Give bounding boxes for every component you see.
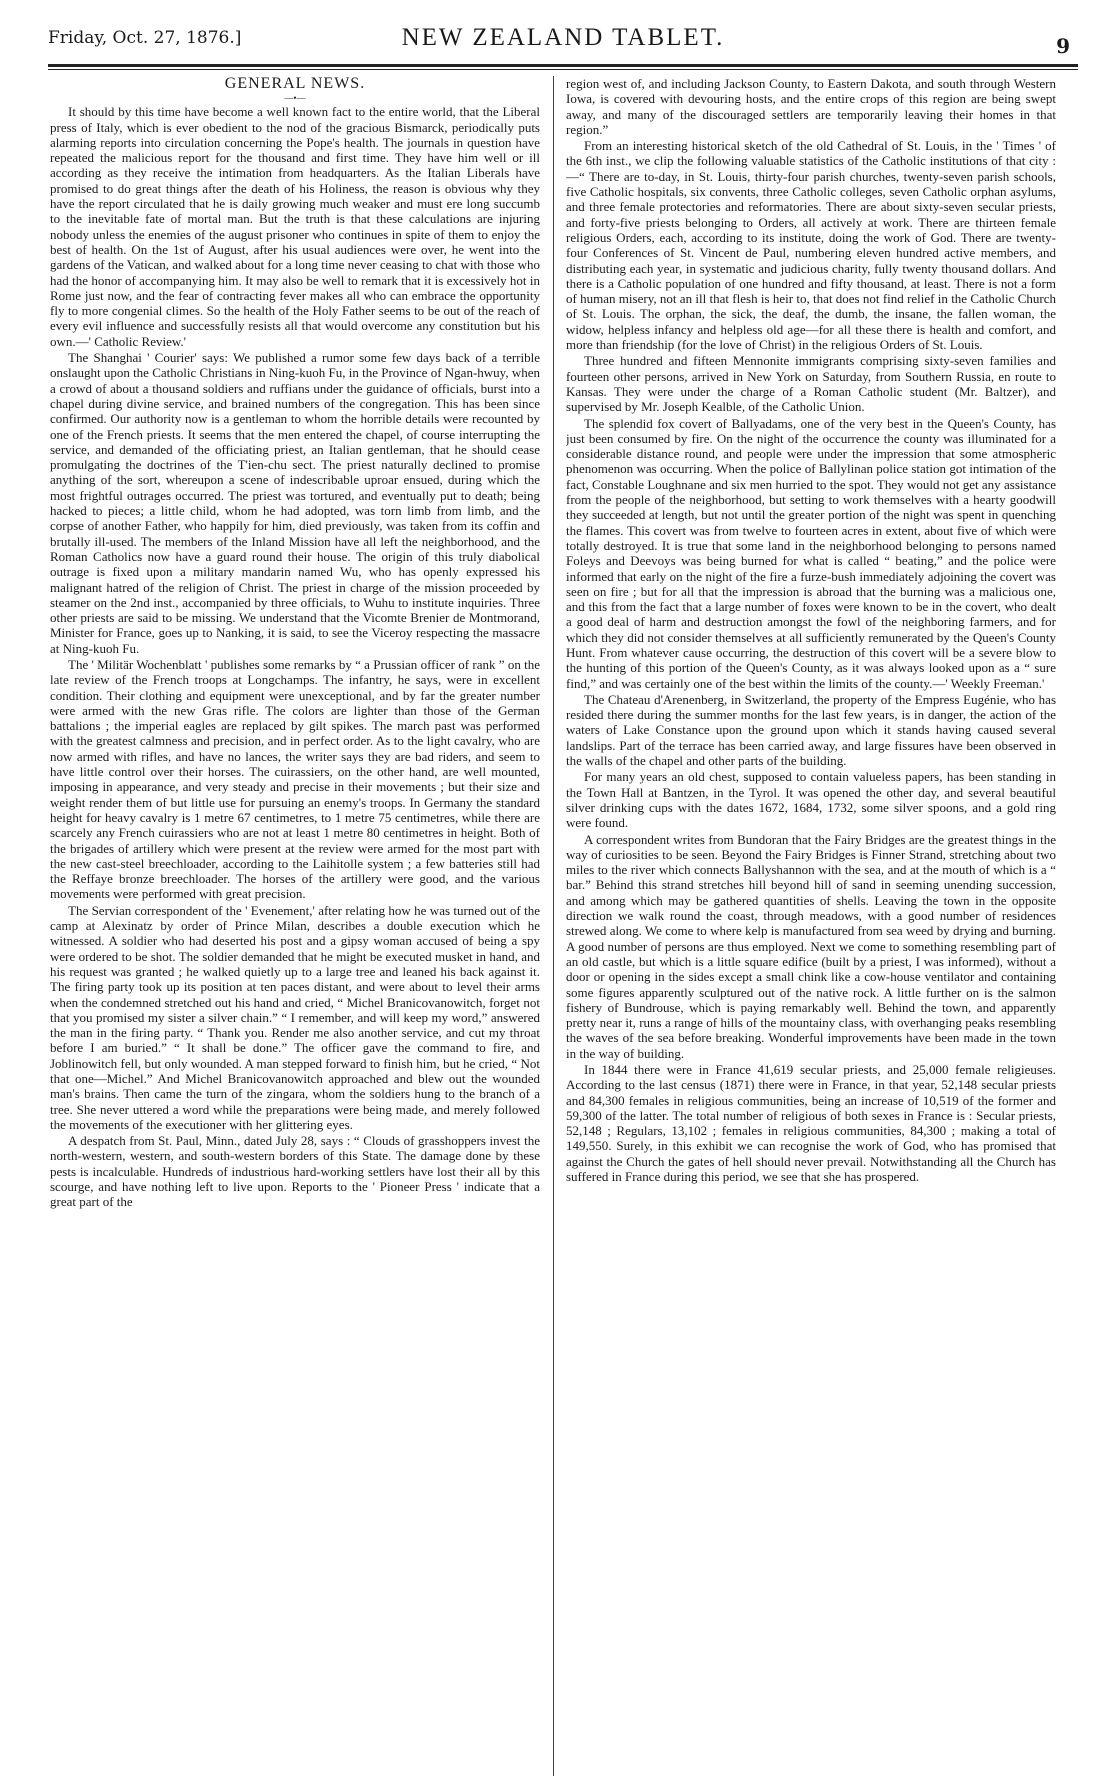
article-ballyadams-fire: The splendid fox covert of Ballyadams, one of the very best in the Queen's County, has just been consumed by fire. On the night of the occurrence the county was illuminated for a considerable distance round, and people were under the impression that some atmospheric phenomenon was occurring. When the police of Ballylinan police station got intimation of the fact, Constable Loughnane and six men hurried to the spot. They would not get any assistance from the people of the neighborhood, but setting to work themselves with a hearty goodwill they succeeded at length, but not until the greater portion of the night was spent in quenching the flames. This covert was from twelve to fourteen acres in extent, about five of which were totally destroyed. It is true that some land in the neighborhood belonging to persons named Foleys and Deevoys was being burned for what is called “ beating,” and the police were informed that early on the night of the fire a furze-bush immediately adjoining the covert was seen on fire ; but for all that the impression is abroad that the burning was a malicious one, and this from the fact that a large number of foxes were known to be in the covert, who dealt a good deal of harm and destruction amongst the fowl of the neighboring farmers, and for which they did not consider themselves at all sufficiently remunerated by the Queen's County Hunt. From whatever cause occurring, the destruction of this covert will be a severe blow to the hunting of this portion of the Queen's County, as it was always looked upon as a “ sure find,” and was certainly one of the best within the limits of the county.—' Weekly Freeman.' <box>566 415 1056 691</box>
masthead-rule-thin <box>48 69 1078 70</box>
article-shanghai-courier: The Shanghai ' Courier' says: We published a rumor some few days back of a terrible onslaught upon the Catholic Christians in Ning-kuoh Fu, in the Province of Ngan-hwuy, when a crowd of about a thousand soldiers and ruffians under the guidance of officials, burst into a chapel during divine service, and brained numbers of the congregation. This has been since confirmed. Our authority now is a gentleman to whom the horrible details were recounted by one of the French priests. It seems that the men entered the chapel, of course interrupting the service, and demanded of the officiating priest, an Italian gentleman, that he should cease promulgating the doctrines of the T'ien-chu sect. The priest naturally declined to promise anything of the sort, whereupon a scene of indescribable uproar ensued, during which the most frightful outrages occurred. The priest was tortured, and eventually put to death; being hacked to pieces; a little child, whom he had adopted, was torn limb from limb, and the corpse of another Father, who happily for him, died previously, was taken from its coffin and brutally ill-used. The members of the Inland Mission have all left the neighborhood, and the Roman Catholics now have a guard round their house. The origin of this truly diabolical outrage is fixed upon a military mandarin named Wu, who has openly expressed his malignant hatred of the religion of Christ. The priest in charge of the mission proceeded by steamer on the 2nd inst., accompanied by three officials, to Wuhu to institute inquiries. Three other priests are said to be missing. We understand that the Vicomte Brenier de Montmorand, Minister for France, goes up to Nanking, it is said, to see the Viceroy respecting the massacre at Ning-kuoh Fu. <box>50 350 540 656</box>
article-bundoran: A correspondent writes from Bundoran that the Fairy Bridges are the greatest things in the way of curiosities to be seen. Beyond the Fairy Bridges is Finner Strand, stretching about two miles to the river which connects Ballyshannon with the sea, and at the mouth of which is a “ bar.” Behind this strand stretches hill beyond hill of sand in seeming unending succession, and among which may be gathered quantities of shells. Leaving the town in the opposite direction we walk round the coast, through meadows, with a good number of residences strewed along. We come to where kelp is manufactured from sea weed by drying and burning. A good number of persons are thus employed. Next we come to something resembling part of an old castle, but which is a little square edifice (built by a priest, I was informed), without a door or opening in the sides except a small chink like a cow-house ventilator and containing some figures apparently sculptured out of the native rock. A little further on is the salmon fishery of Bundrouse, which is paying remarkably well. Behind the town, and apparently pretty near it, runs a range of hills of the mountainy class, with overhanging peaks resembling the waves of the sea before breaking. Wonderful improvements have been made in the town in the way of building. <box>566 831 1056 1061</box>
left-column <box>50 76 540 1778</box>
column-divider <box>553 76 554 1776</box>
heading-ornament: —•— <box>284 93 306 104</box>
article-servian-execution: The Servian correspondent of the ' Evenement,' after relating how he was turned out of the camp at Alexinatz by order of Prince Milan, describes a double execution which he witnessed. A soldier who had deserted his post and a gipsy woman accused of being a spy were ordered to be shot. The soldier demanded that he might be executed musket in hand, and his request was granted ; he walked quietly up to a large tree and leaned his back against it. The firing party took up its position at ten paces distant, and were about to level their arms when the condemned stretched out his hand and cried, “ Michel Branicovanowitch, forget not that you promised my sister a silver chain.” “ I remember, and will keep my word,” answered the man in the firing party. “ Thank you. Render me also another service, and cut my throat before I am buried.” “ It shall be done.” The officer gave the command to fire, and Joblinowitch fell, but only wounded. A man stepped forward to finish him, but he cried, “ Not that one—Michel.” And Michel Branicovanowitch approached and blew out the wounded man's brains. Then came the turn of the zingara, whom the soldiers hung to the branch of a tree. She never uttered a word while the preparations were being made, and merely followed the movements of the executioner with her glittering eyes. <box>50 902 540 1132</box>
article-mennonite-immigrants: Three hundred and fifteen Mennonite immigrants comprising sixty-seven families and fourteen other persons, arrived in New York on Saturday, from Southern Russia, en route to Kansas. They were under the charge of a Roman Catholic student (Mr. Baltzer), and supervised by Mr. Joseph Kealble, of the Catholic Union. <box>566 353 1056 415</box>
newspaper-title: NEW ZEALAND TABLET. <box>401 24 725 51</box>
right-column <box>566 76 1056 1778</box>
masthead-rule <box>48 64 1078 67</box>
issue-date: Friday, Oct. 27, 1876.] <box>48 28 242 48</box>
article-pope-health: It should by this time have become a well known fact to the entire world, that the Liberal press of Italy, which is ever obedient to the nod of the gracious Bismarck, periodically puts alarming reports into circulation concerning the Pope's health. The journals in question have repeated the malicious report for the thousand and first time. They have him well or ill according as they receive the intimation from headquarters. As the Italian Liberals have promised to do great things after the death of his Holiness, the reason is obvious why they have the report circulated that he is daily growing much weaker and must ere long succumb to the inevitable fate of mortal man. But the truth is that these calculations are injuring nobody unless the enemies of the august prisoner who continues in spite of them to enjoy the best of health. On the 1st of August, after his usual audiences were over, he went into the gardens of the Vatican, and walked about for a long time never ceasing to chat with those who had the honor of accompanying him. It may also be well to remark that it is excessively hot in Rome just now, and the fear of contracting fever makes all who can embrace the opportunity fly to more congenial climes. So the health of the Holy Father seems to be out of the reach of every evil influence and successfully resists all that would overcome any constitution but his own.—' Catholic Review.' <box>50 104 540 349</box>
masthead <box>48 22 1078 62</box>
article-bantzen-chest: For many years an old chest, supposed to contain valueless papers, has been standing in the Town Hall at Bantzen, in the Tyrol. It was opened the other day, and several beautiful silver drinking cups with the dates 1672, 1684, 1732, some silver spoons, and a gold ring were found. <box>566 769 1056 831</box>
article-france-religious: In 1844 there were in France 41,619 secular priests, and 25,000 female religieuses. According to the last census (1871) there were in France, in that year, 52,148 secular priests and 84,300 females in religious communities, being an increase of 10,519 of the former and 59,300 of the latter. The total number of religious of both sexes in France is : Secular priests, 52,148 ; Regulars, 13,102 ; females in religious communities, 84,300 ; making a total of 149,550. Surely, in this exhibit we can recognise the work of God, who has promised that against the Church the gates of hell should never prevail. Notwithstanding all the Church has suffered in France during this period, we see that she has prospered. <box>566 1062 1056 1185</box>
article-arenenberg: The Chateau d'Arenenberg, in Switzerland, the property of the Empress Eugénie, who has resided there during the summer months for the last few years, is in danger, the action of the waters of Lake Constance upon the ground upon which it stands having caused several landslips. Part of the terrace has been carried away, and large fissures have been observed in the walls of the chapel and other parts of the building. <box>566 691 1056 769</box>
article-st-paul-grasshoppers: A despatch from St. Paul, Minn., dated July 28, says : “ Clouds of grasshoppers invest the north-western, western, and south-western borders of this State. The damage done by these pests is incalculable. Hundreds of industrious hard-working settlers have lost their all by this scourge, and have nothing left to live upon. Reports to the ' Pioneer Press ' indicate that a great part of the <box>50 1133 540 1210</box>
section-heading: GENERAL NEWS. <box>224 76 366 92</box>
article-st-louis-cathedral: From an interesting historical sketch of the old Cathedral of St. Louis, in the ' Times ' of the 6th inst., we clip the following valuable statistics of the Catholic institutions of that city :—“ There are to-day, in St. Louis, thirty-four parish churches, twenty-seven parish schools, five Catholic hospitals, six convents, three Catholic colleges, seven Catholic orphan asylums, and three female protectories and reformatories. There are about sixty-seven secular priests, and forty-five priests belonging to Orders, all actively at work. There are thirteen female religious Orders, each, according to its institute, doing the work of God. There are twenty-four Conferences of St. Vincent de Paul, numbering eleven hundred active members, and distributing each year, in systematic and judicious charity, fully twenty thousand dollars. And there is a Catholic population of one hundred and fifty thousand, at least. There is not a form of human misery, not an ill that flesh is heir to, that does not find relief in the Catholic Church of St. Louis. The orphan, the sick, the deaf, the dumb, the insane, the fallen woman, the widow, helpless infancy and helpless old age—for all these there is health and comfort, and more than friendship (for the love of Christ) in the religious Orders of St. Louis. <box>566 138 1056 353</box>
article-militar-wochenblatt: The ' Militär Wochenblatt ' publishes some remarks by “ a Prussian officer of rank ” on the late review of the French troops at Longchamps. The infantry, he says, were in excellent condition. Their clothing and equipment were unexceptional, and by far the greater number were armed with the new Gras rifle. The colors are lighter than those of the German battalions ; the imperial eagles are replaced by gilt spikes. The march past was performed with the greatest calmness and precision, and in perfect order. As to the light cavalry, who are now armed with rifles, and have no lances, the writer says they are bad riders, and seem to have little control over their horses. The cuirassiers, on the other hand, are well mounted, imposing in appearance, and very steady and precise in their movements ; but their size and weight render them of but little use for pursuing an enemy's troops. In Germany the standard height for heavy cavalry is 1 metre 67 centimetres, to 1 metre 75 centimetres, while there are scarcely any French cuirassiers who are not at least 1 metre 80 centimetres in height. Both of the brigades of artillery which were present at the review were armed for the most part with the new cast-steel breechloader, according to the Laihitolle system ; a few batteries still had the Reffaye bronze breechloader. The horses of the artillery were good, and the various movements were performed with great precision. <box>50 656 540 902</box>
article-grasshoppers-continued: region west of, and including Jackson County, to Eastern Dakota, and south through Western Iowa, is covered with devouring hosts, and the entire crops of this region are being swept away, and many of the discouraged settlers are temporarily leaving their homes in that region.” <box>566 76 1056 137</box>
page-number: 9 <box>1056 34 1070 58</box>
